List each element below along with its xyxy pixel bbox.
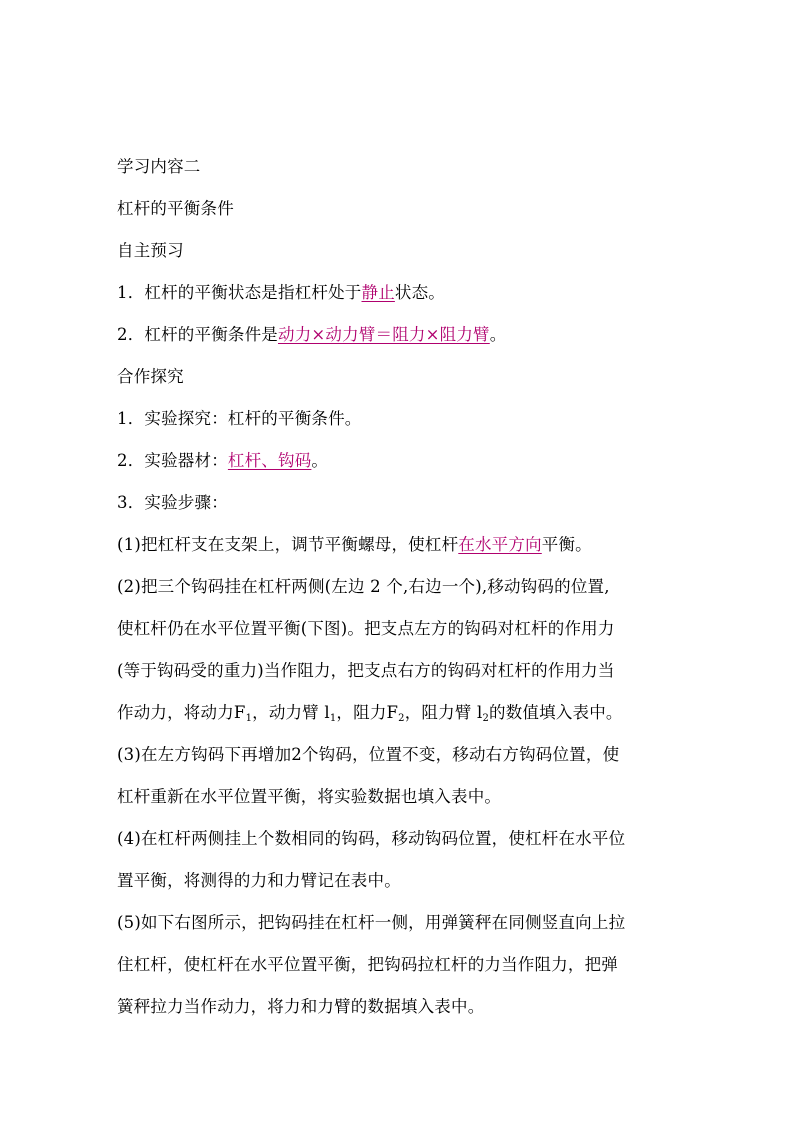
step-5-line-1: (5)如下右图所示，把钩码挂在杠杆一侧，用弹簧秤在同侧竖直向上拉 <box>117 913 626 932</box>
step-2-text-d: ，阻力臂 l <box>404 703 483 722</box>
question-2-suffix: 。 <box>489 325 507 344</box>
question-2-text: 2．杠杆的平衡条件是 <box>117 325 278 344</box>
cooperation-item-2-answer: 杠杆、钩码 <box>227 451 312 470</box>
step-3-line-1: (3)在左方钩码下再增加2个钩码，位置不变，移动右方钩码位置，使 <box>117 745 620 764</box>
step-2-line-1: (2)把三个钩码挂在杠杆两侧(左边 2 个,右边一个),移动钩码的位置, <box>117 577 610 596</box>
step-2-text-a: 作动力，将动力F <box>117 703 246 722</box>
question-1-suffix: 状态。 <box>394 283 446 302</box>
step-2-text-b: ，动力臂 l <box>252 703 330 722</box>
step-2-line-2: 使杠杆仍在水平位置平衡(下图)。把支点左方的钩码对杠杆的作用力 <box>117 619 615 638</box>
step-2-text-e: 的数值填入表中。 <box>489 703 623 722</box>
step-3-line-2: 杠杆重新在水平位置平衡，将实验数据也填入表中。 <box>117 787 502 806</box>
cooperation-item-3: 3．实验步骤： <box>117 493 228 512</box>
question-1-answer: 静止 <box>361 283 395 302</box>
question-1 <box>117 272 683 314</box>
step-4-line-1: (4)在杠杆两侧挂上个数相同的钩码，移动钩码位置，使杠杆在水平位 <box>117 829 626 848</box>
step-2-line-4 <box>117 692 683 734</box>
step-5-line-2: 住杠杆，使杠杆在水平位置平衡，把钩码拉杠杆的力当作阻力，把弹 <box>117 955 618 974</box>
question-2 <box>117 314 683 356</box>
step-2-text-c: ，阻力F <box>336 703 399 722</box>
step-1-text: (1)把杠杆支在支架上，调节平衡螺母，使杠杆 <box>117 535 459 554</box>
step-5-line-3: 簧秤拉力当作动力，将力和力臂的数据填入表中。 <box>117 997 485 1016</box>
cooperation-item-2 <box>117 440 683 482</box>
cooperation-item-1: 1．实验探究：杠杆的平衡条件。 <box>117 409 362 428</box>
step-2-line-3: (等于钩码受的重力)当作阻力，把支点右方的钩码对杠杆的作用力当 <box>117 661 615 680</box>
step-1-suffix: 平衡。 <box>541 535 592 554</box>
topic-title: 杠杆的平衡条件 <box>117 199 234 218</box>
question-2-answer: 动力×动力臂＝阻力×阻力臂 <box>278 325 490 344</box>
cooperation-item-2-suffix: 。 <box>311 451 329 470</box>
step-4-line-2: 置平衡，将测得的力和力臂记在表中。 <box>117 871 401 890</box>
document-page <box>117 146 683 1028</box>
step-1-answer: 在水平方向 <box>458 535 542 554</box>
question-1-text: 1．杠杆的平衡状态是指杠杆处于 <box>117 283 362 302</box>
cooperation-item-2-text: 2．实验器材： <box>117 451 228 470</box>
subscript: 1 <box>245 713 253 724</box>
subscript: 2 <box>482 713 490 724</box>
section-heading: 学习内容二 <box>117 157 201 176</box>
cooperation-heading: 合作探究 <box>117 367 184 386</box>
step-1 <box>117 524 683 566</box>
subscript: 2 <box>398 713 405 724</box>
self-study-heading: 自主预习 <box>117 241 184 260</box>
subscript: 1 <box>329 713 337 724</box>
